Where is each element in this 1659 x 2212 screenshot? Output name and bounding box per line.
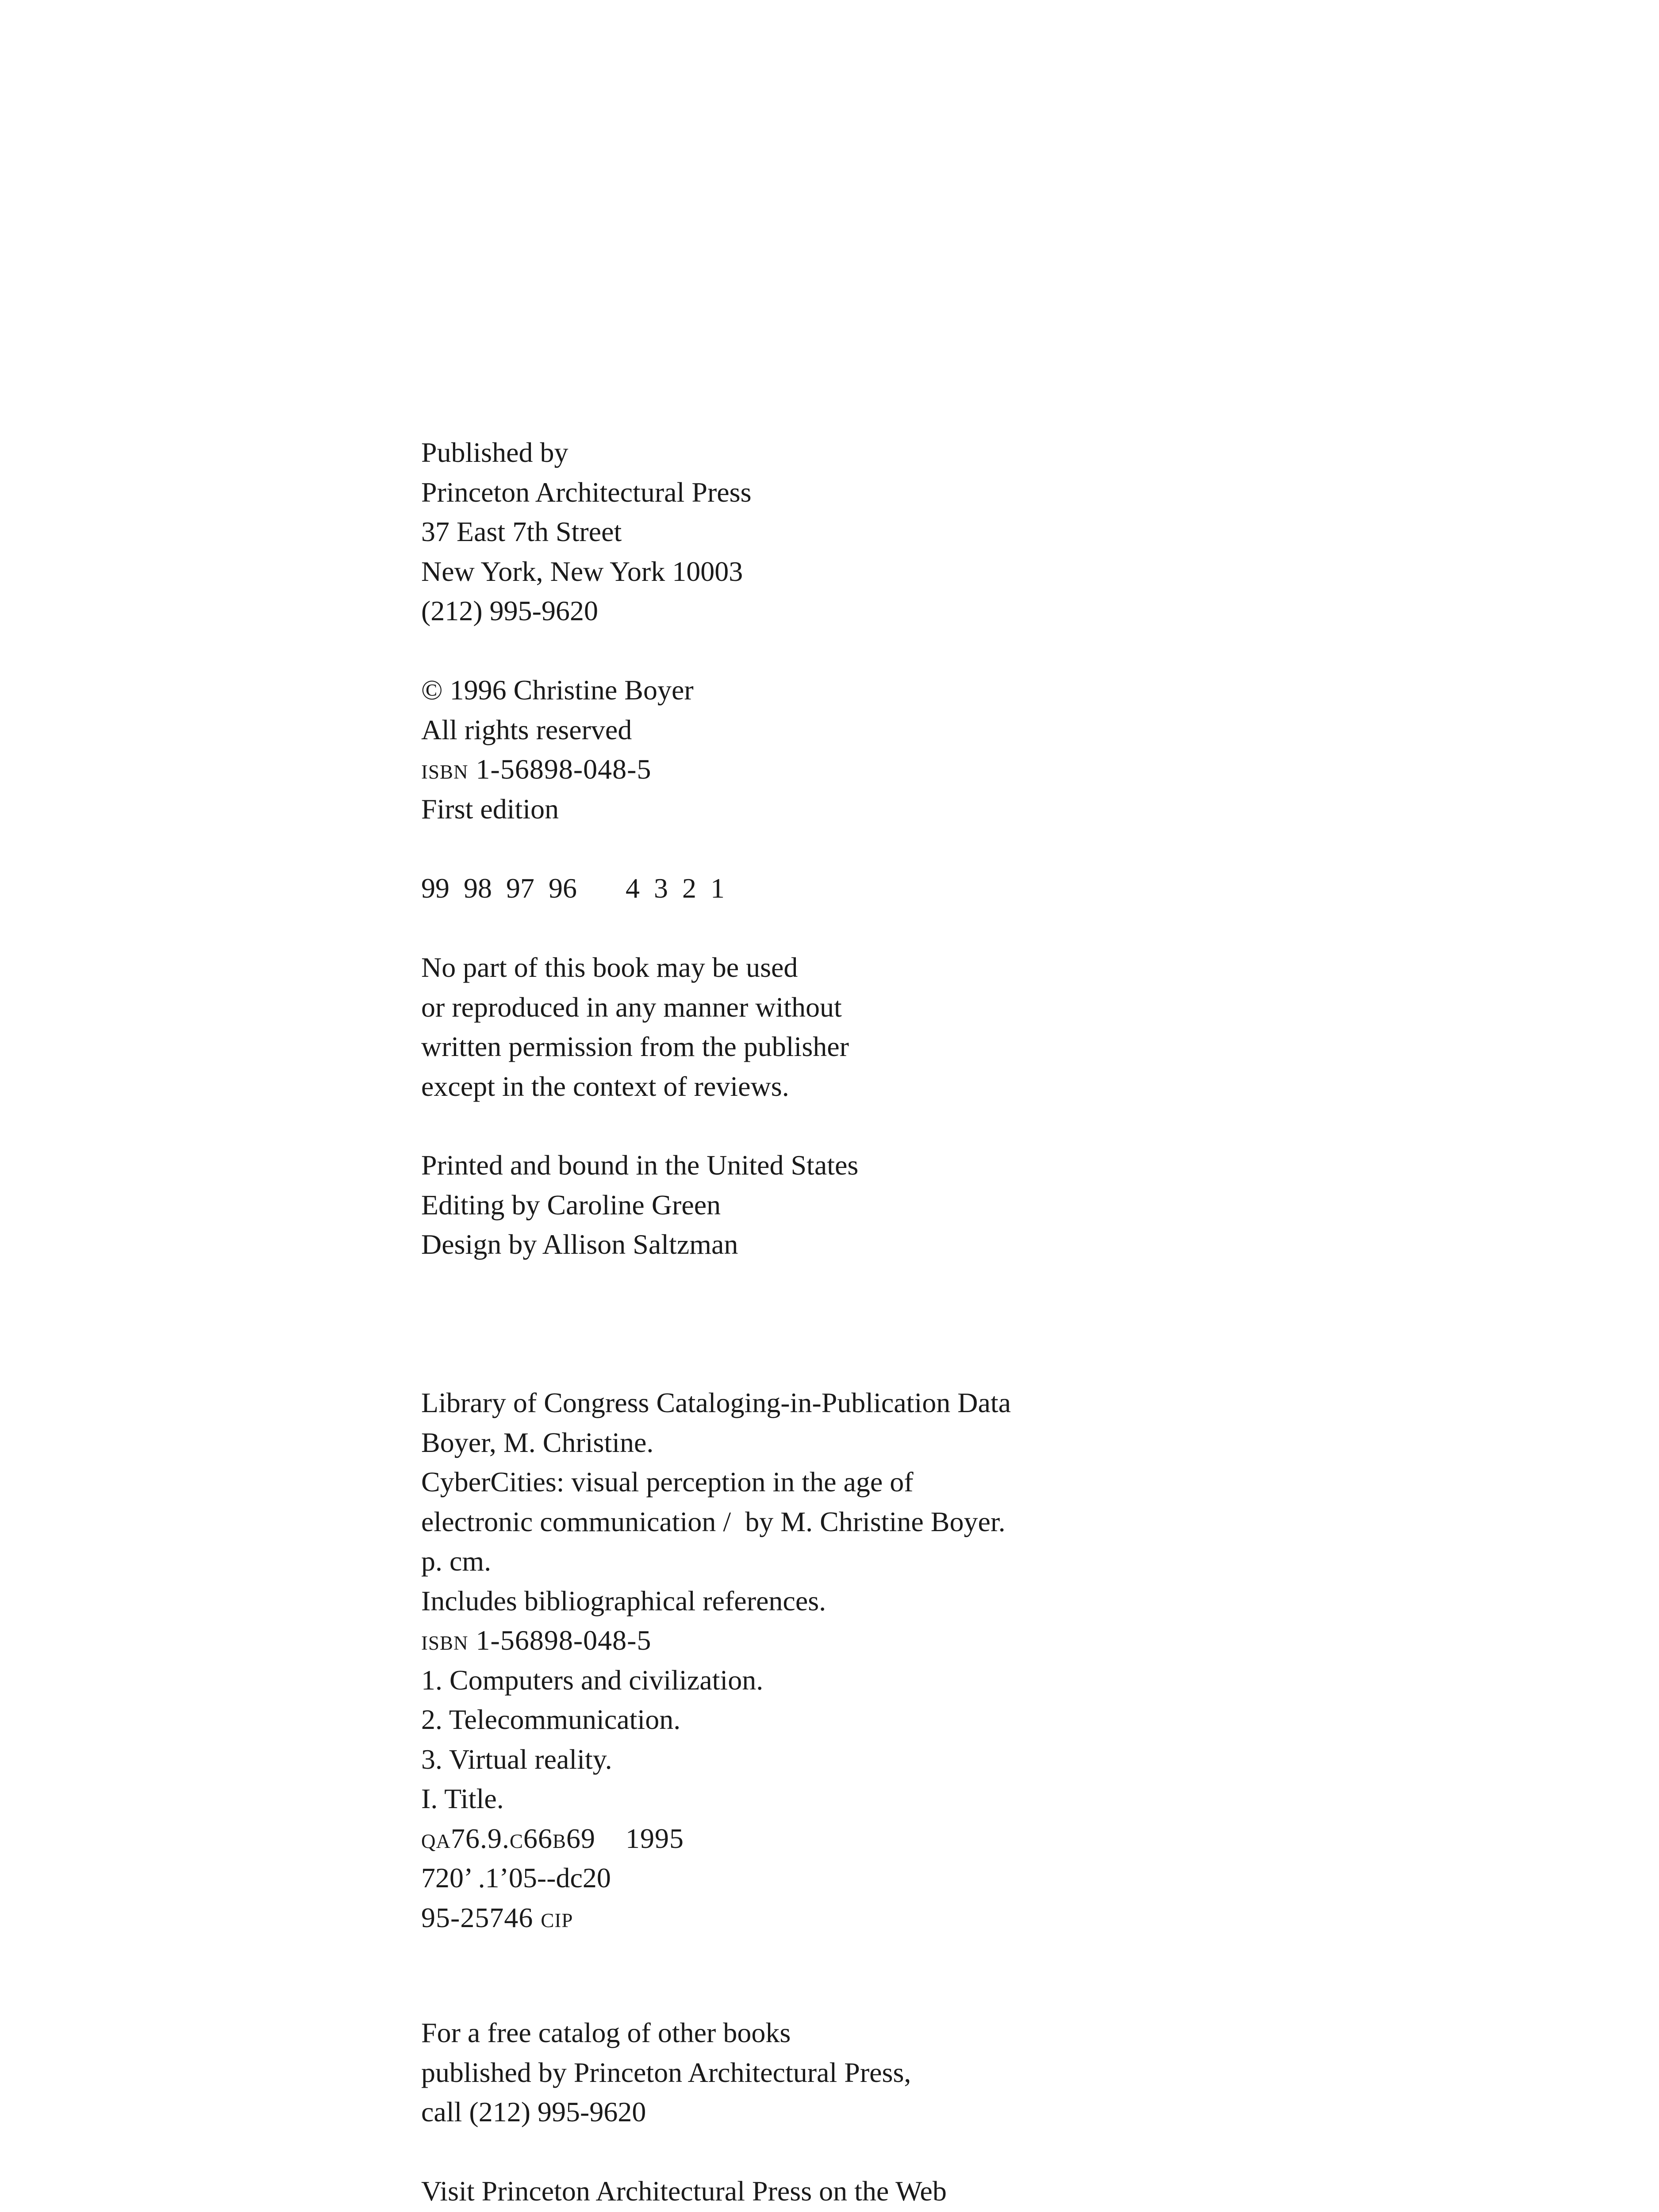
- catalog-line-2: published by Princeton Architectural Press,: [421, 2056, 911, 2088]
- rights-block: [421, 670, 1306, 829]
- production-block: [421, 1145, 1306, 1264]
- isbn-line: isbn 1-56898-048-5: [421, 753, 652, 785]
- cip-lccn: 95-25746 cip: [421, 1901, 573, 1933]
- cip-heading: Library of Congress Cataloging-in-Publication Data: [421, 1387, 1011, 1418]
- catalog-block: [421, 2013, 1306, 2132]
- cip-title-line-2: electronic communication / by M. Christine Boyer.: [421, 1505, 1006, 1537]
- permission-line-1: No part of this book may be used: [421, 952, 798, 983]
- cip-isbn: isbn 1-56898-048-5: [421, 1624, 652, 1656]
- web-visit-line: Visit Princeton Architectural Press on the Web: [421, 2175, 947, 2207]
- cip-title-line-1: CyberCities: visual perception in the age of: [421, 1466, 914, 1498]
- permission-block: [421, 948, 1306, 1106]
- cip-author: Boyer, M. Christine.: [421, 1426, 654, 1458]
- cip-subject-3: 3. Virtual reality.: [421, 1743, 612, 1775]
- cip-subject-1: 1. Computers and civilization.: [421, 1664, 764, 1696]
- publisher-street: 37 East 7th Street: [421, 516, 622, 547]
- catalog-line-3: call (212) 995-9620: [421, 2096, 646, 2128]
- publisher-phone: (212) 995-9620: [421, 595, 598, 626]
- printing-years: 99 98 97 96: [421, 872, 577, 904]
- publisher-city: New York, New York 10003: [421, 555, 743, 587]
- permission-line-4: except in the context of reviews.: [421, 1070, 789, 1102]
- cip-title-entry: I. Title.: [421, 1783, 504, 1814]
- printed-in-line: Printed and bound in the United States: [421, 1149, 859, 1181]
- editing-credit: Editing by Caroline Green: [421, 1189, 721, 1221]
- design-credit: Design by Allison Saltzman: [421, 1229, 738, 1260]
- rights-reserved: All rights reserved: [421, 714, 632, 745]
- cip-lc-class: qa76.9.c66b69 1995: [421, 1822, 684, 1854]
- cip-pages: p. cm.: [421, 1545, 492, 1577]
- copyright-notice: © 1996 Christine Boyer: [421, 674, 694, 706]
- web-block: [421, 2171, 1306, 2212]
- cip-subject-2: 2. Telecommunication.: [421, 1704, 681, 1735]
- publisher-name: Princeton Architectural Press: [421, 476, 752, 508]
- printing-impressions: 4 3 2 1: [626, 872, 725, 904]
- catalog-line-1: For a free catalog of other books: [421, 2017, 791, 2048]
- permission-line-3: written permission from the publisher: [421, 1031, 849, 1062]
- cip-block: [421, 1383, 1306, 1937]
- cip-notes: Includes bibliographical references.: [421, 1585, 826, 1617]
- printing-line: [421, 868, 1306, 908]
- published-by-line: Published by: [421, 437, 568, 468]
- publisher-block: [421, 433, 1306, 631]
- edition-line: First edition: [421, 793, 559, 825]
- printing-numbers: [421, 868, 1306, 908]
- cip-dewey: 720’ .1’05--dc20: [421, 1862, 611, 1893]
- permission-line-2: or reproduced in any manner without: [421, 991, 842, 1023]
